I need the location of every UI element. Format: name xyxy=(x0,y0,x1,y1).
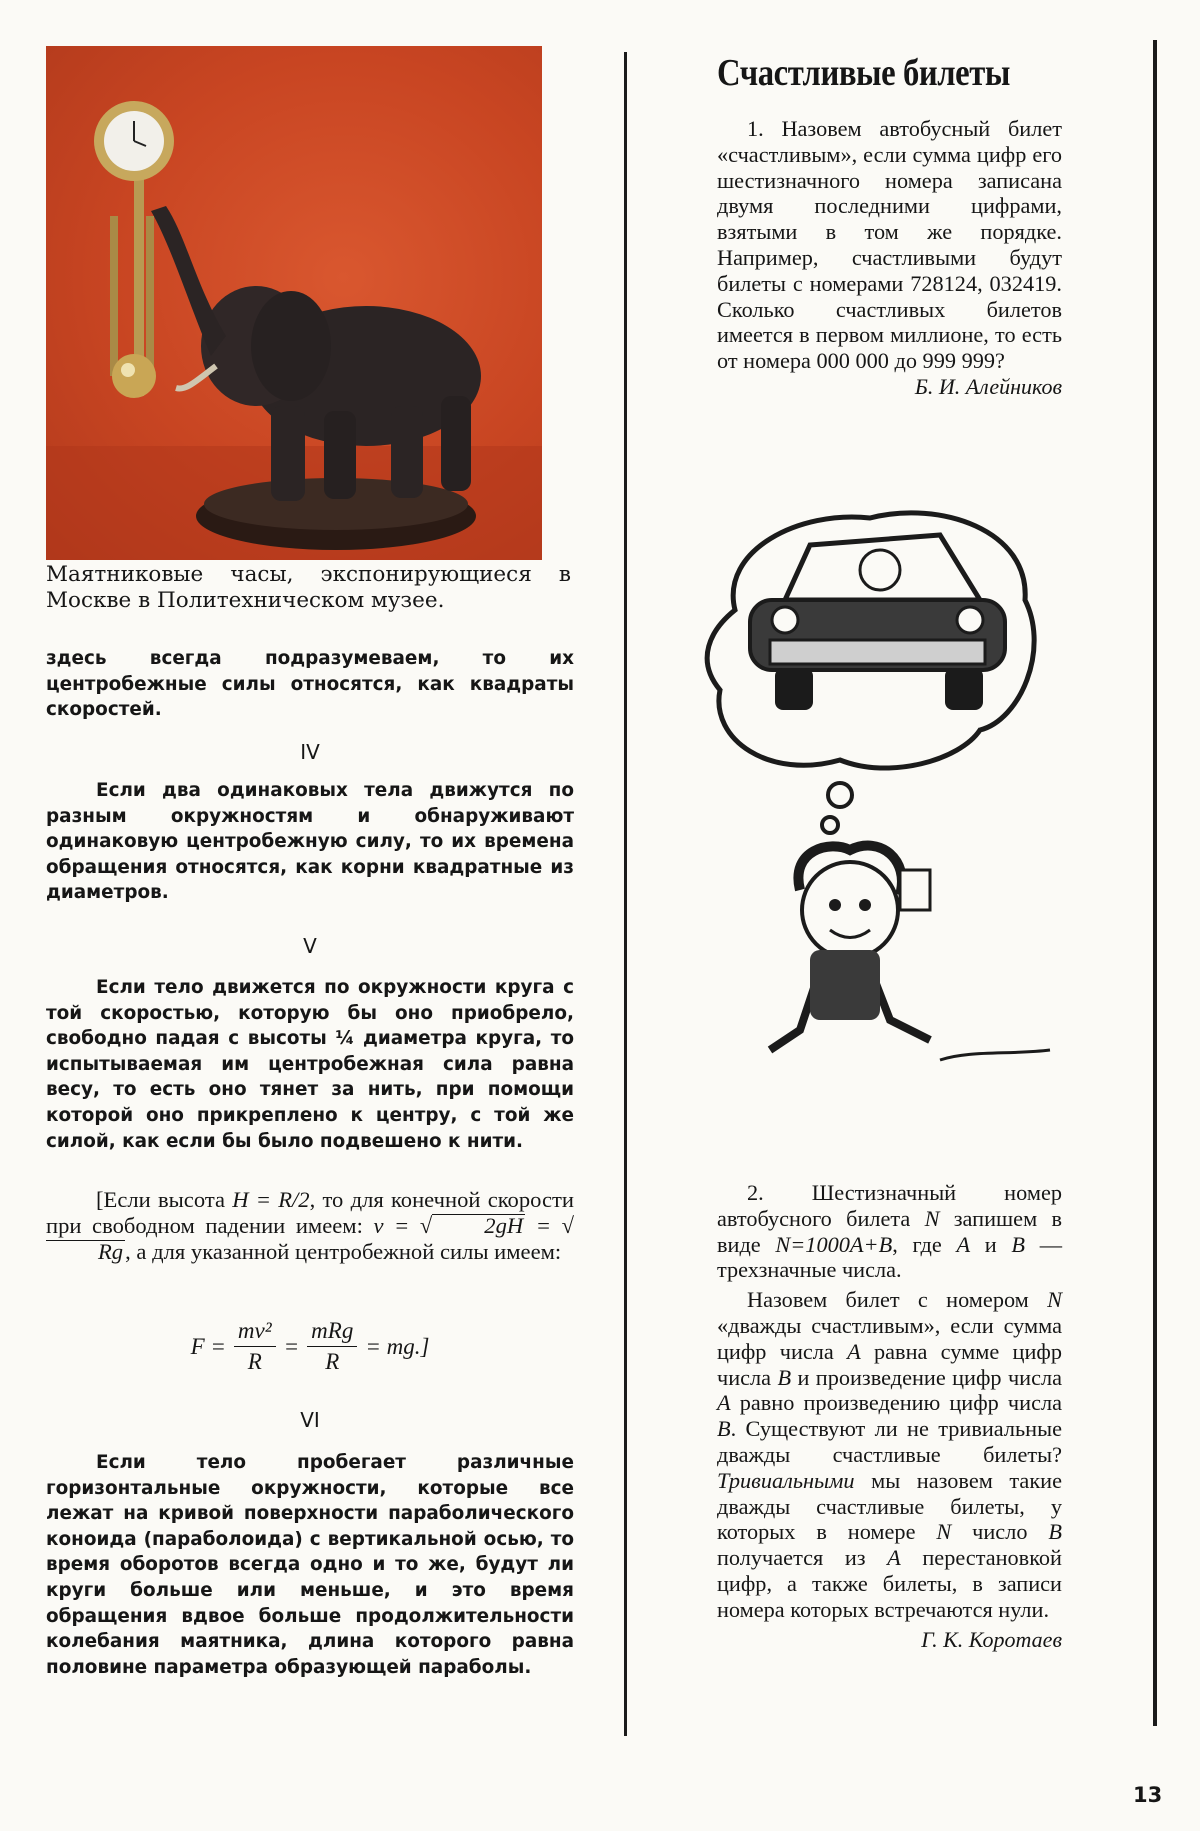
paragraph-text xyxy=(717,1287,1062,1622)
fraction-denominator: R xyxy=(247,1349,262,1374)
problem-2 xyxy=(717,1180,1062,1653)
formula-sqrt: Rg xyxy=(46,1240,125,1263)
fraction-numerator: mRg xyxy=(307,1318,357,1347)
text-span: 2. Шестизначный номер автобусного билета xyxy=(717,1180,1062,1231)
text-span: получается из xyxy=(717,1545,888,1571)
text-span: равно произведению цифр числа xyxy=(730,1390,1062,1416)
paragraph-text: [Если высота H = R/2, то для конечной скорости при свободном падении имеем: v = √ 2gH = √Rg, а для указанной центробежной силы имеем: xyxy=(46,1187,574,1264)
left-paragraph-iv xyxy=(46,778,574,906)
fraction xyxy=(234,1318,276,1375)
text-span: Назовем билет с номером xyxy=(747,1287,1048,1313)
fraction-denominator: R xyxy=(325,1349,340,1374)
paragraph-text: здесь всегда подразумеваем, то их центробежные силы относятся, как квадраты скоростей. xyxy=(46,648,574,721)
paragraph-text: Если тело движется по окружности круга с той скоростью, которую бы оно приобрело, свободно падая с высоты ¼ диаметра круга, то испытываемая им центробежная сила равна весу, то есть оно тянет за нить, при помощи которой оно прикреплено к центру, с той же силой, как если бы было подвешено к нити. xyxy=(46,977,574,1152)
left-bracket-paragraph xyxy=(46,1187,574,1264)
var-b: B xyxy=(1011,1231,1025,1257)
formula-eq: = xyxy=(525,1212,562,1238)
column-divider xyxy=(624,52,627,1736)
text-span: «дважды счастливым», если сумма цифр числа xyxy=(717,1312,1062,1364)
fraction-numerator: mv² xyxy=(234,1318,276,1347)
paragraph-text xyxy=(717,1180,1062,1283)
text-span: и произведение цифр числа xyxy=(791,1364,1063,1390)
text-span: и xyxy=(970,1231,1012,1257)
page-number: 13 xyxy=(1133,1783,1163,1807)
var-a: A xyxy=(956,1231,971,1257)
paragraph-text: Если два одинаковых тела движутся по разным окружностям и обнаруживают одинаковую центробежную силу, то их времена обращения относятся, как корни квадратные из диаметров. xyxy=(46,780,574,904)
left-paragraph-intro xyxy=(46,646,574,723)
text-span: число xyxy=(951,1519,1049,1545)
article-title: Счастливые билеты xyxy=(717,52,1010,94)
var-b: B xyxy=(777,1364,792,1390)
formula-part: F = xyxy=(190,1333,226,1359)
text-span: перестановкой цифр, а также билеты, в записи номера которых встречаются нули. xyxy=(717,1545,1062,1622)
paragraph-text: 1. Назовем автобусный билет «счастливым», если сумма цифр его шестизначного номера записана двумя последними цифрами, взятыми в том же порядке. Например, счастливыми будут билеты с номерами 728124, 032419. Сколько счастливых билетов имеется в первом миллионе, то есть от номера 000 000 до 999 999? xyxy=(717,116,1062,374)
fraction xyxy=(307,1318,357,1375)
formula-sqrt: 2gH xyxy=(432,1214,525,1237)
text-span: , а для указанной центробежной силы имеем: xyxy=(125,1238,562,1264)
boy-dreaming-car-icon xyxy=(690,490,1060,1130)
var-a: A xyxy=(717,1390,731,1416)
formula-part: = mg.] xyxy=(365,1333,430,1359)
var-n: N xyxy=(924,1205,940,1231)
text-span: [Если высота xyxy=(96,1187,233,1212)
section-heading-iv: IV xyxy=(300,740,320,764)
text-span: мы назовем такие дважды счастливые билеты, у которых в номере xyxy=(717,1467,1062,1545)
right-edge-rule xyxy=(1153,40,1157,1726)
term-trivial: Тривиальными xyxy=(717,1467,855,1493)
text-span: , где xyxy=(892,1231,957,1257)
left-paragraph-vi xyxy=(46,1450,574,1680)
author-signature: Г. К. Коротаев xyxy=(921,1626,1062,1652)
var-b: B xyxy=(1048,1519,1062,1545)
formula-h: H = R/2 xyxy=(232,1187,310,1212)
var-a: A xyxy=(847,1338,861,1364)
text-span: . Существуют ли не тривиальные дважды счастливые билеты? xyxy=(717,1416,1062,1467)
author-signature: Б. И. Алейников xyxy=(914,373,1062,399)
museum-photo xyxy=(46,46,542,560)
text-span: — трехзначные числа. xyxy=(717,1231,1062,1283)
section-heading-vi: VI xyxy=(300,1408,320,1432)
var-b: B xyxy=(717,1416,731,1442)
paragraph-text: Если тело пробегает различные горизонтальные окружности, которые все лежат на кривой поверхности параболического коноида (параболоида) с вертикальной осью, то время оборотов всегда одно и то же, будут ли круги больше или меньше, и это время обращения вдвое больше продолжительности колебания маятника, длина которого равна половине параметра образующей параболы. xyxy=(46,1452,574,1678)
left-paragraph-v xyxy=(46,975,574,1154)
text-span: запишем в виде xyxy=(717,1205,1062,1257)
var-n: N xyxy=(1047,1287,1062,1313)
var-n: N xyxy=(936,1519,952,1545)
problem-1 xyxy=(717,116,1062,400)
text-span: равна сумме цифр числа xyxy=(717,1338,1062,1390)
force-formula xyxy=(46,1318,574,1375)
formula-v: v = xyxy=(373,1212,420,1238)
elephant-clock-icon xyxy=(46,46,542,560)
var-a: A xyxy=(887,1545,901,1571)
formula-part: = xyxy=(283,1333,300,1359)
formula-n: N=1000A+B xyxy=(775,1231,893,1257)
section-heading-v: V xyxy=(303,934,317,958)
cartoon-illustration xyxy=(690,490,1060,1130)
photo-caption: Маятниковые часы, экспонирующиеся в Москве в Политехническом музее. xyxy=(46,562,571,613)
text-span: , то для конечной скорости при свободном падении имеем: xyxy=(46,1187,574,1238)
